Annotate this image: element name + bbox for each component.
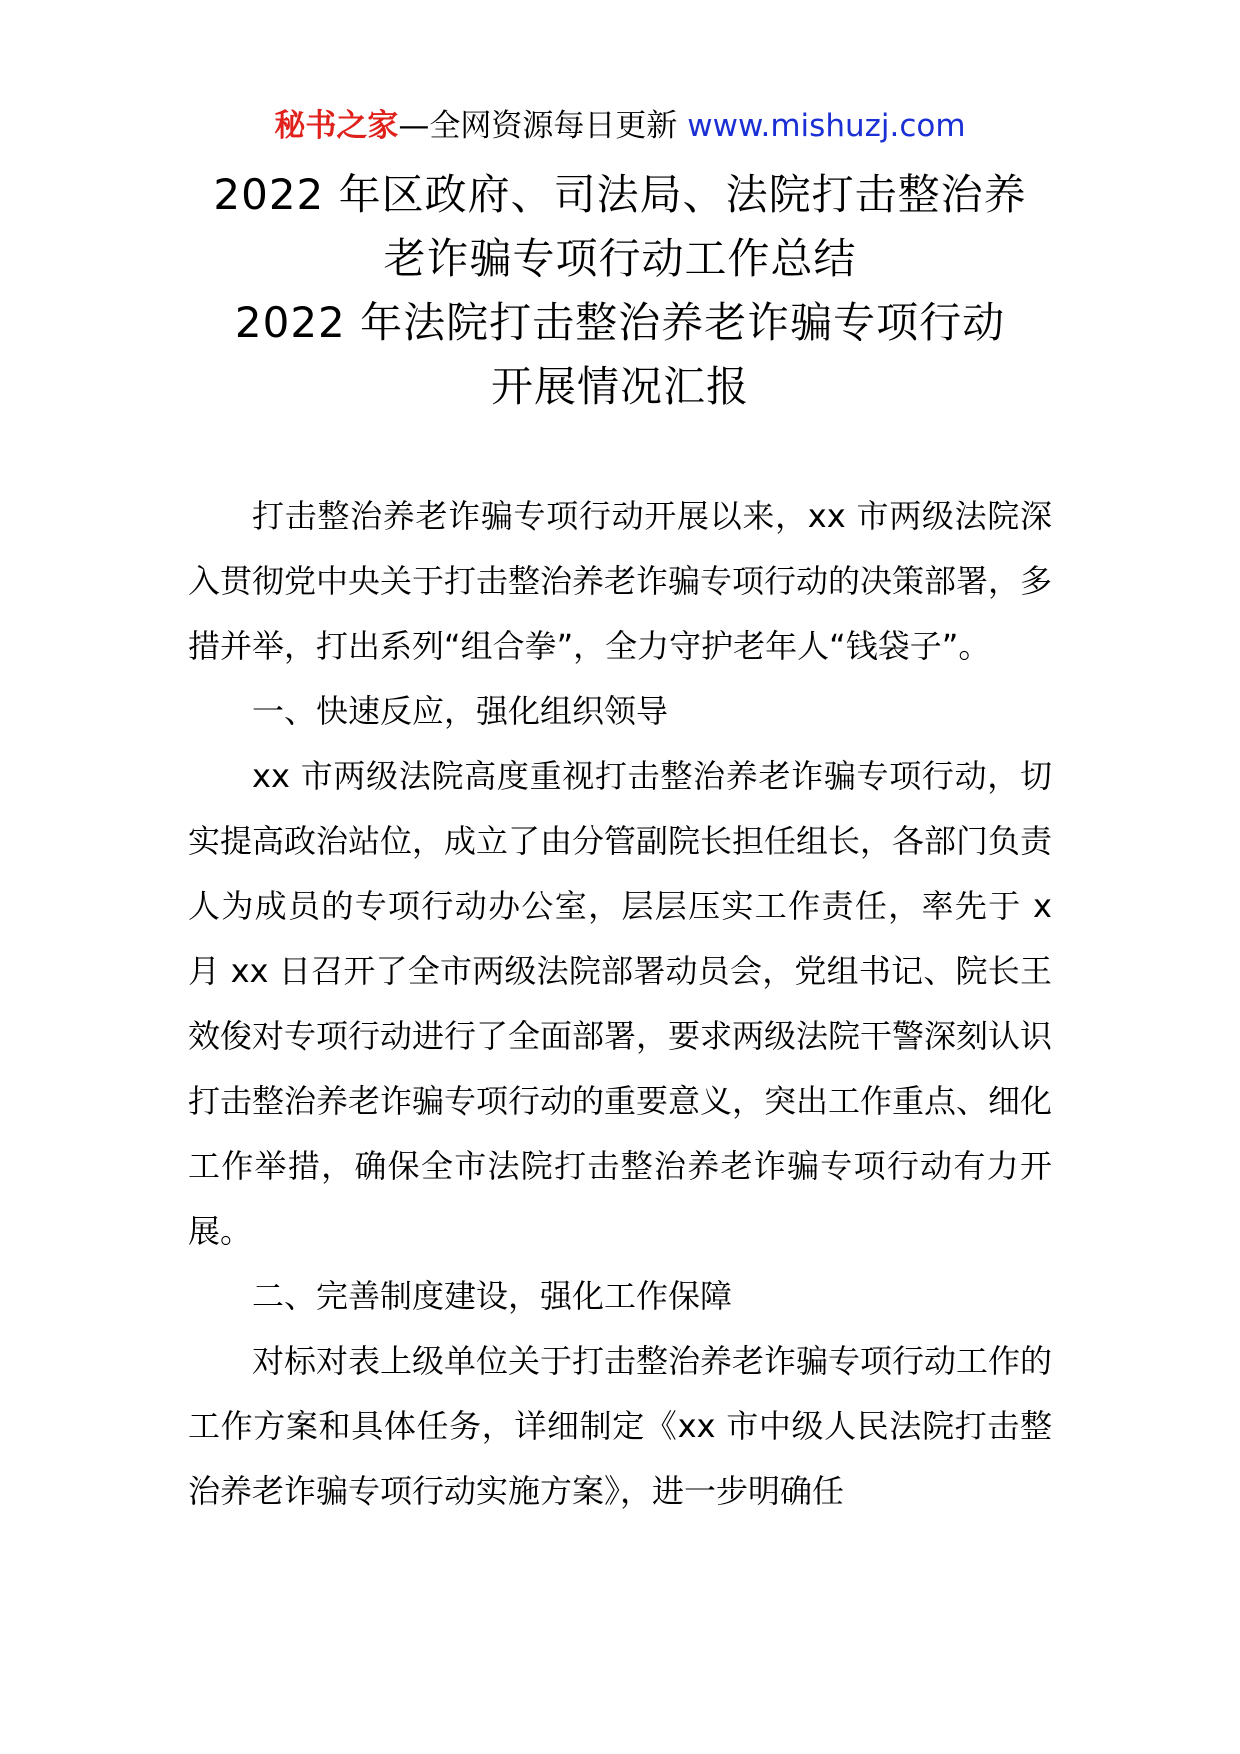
section-1-paragraph: xx 市两级法院高度重视打击整治养老诈骗专项行动，切实提高政治站位，成立了由分管副院长担任组长，各部门负责人为成员的专项行动办公室，层层压实工作责任，率先于 x 月 xx 日召开了全市两级法院部署动员会，党组书记、院长王效俊对专项行动进行了全面部署，要求两级法院干警深刻认识打击整治养老诈骗专项行动的重要意义，突出工作重点、细化工作举措，确保全市法院打击整治养老诈骗专项行动有力开展。	[188, 757, 1053, 1250]
subtitle-line-1: 2022 年法院打击整治养老诈骗专项行动	[234, 298, 1006, 347]
subtitle-line-2: 开展情况汇报	[490, 362, 749, 411]
title-line-1: 2022 年区政府、司法局、法院打击整治养	[213, 170, 1027, 219]
document-body	[188, 484, 1052, 1524]
header-tagline: —全网资源每日更新	[398, 108, 688, 144]
site-header	[0, 96, 1240, 156]
site-url: www.mishuzj.com	[687, 108, 966, 144]
intro-paragraph: 打击整治养老诈骗专项行动开展以来，xx 市两级法院深入贯彻党中央关于打击整治养老诈骗专项行动的决策部署，多措并举，打出系列“组合拳”，全力守护老年人“钱袋子”。	[188, 497, 1053, 665]
document-title	[0, 163, 1240, 419]
section-2-paragraph: 对标对表上级单位关于打击整治养老诈骗专项行动工作的工作方案和具体任务，详细制定《xx 市中级人民法院打击整治养老诈骗专项行动实施方案》，进一步明确任	[188, 1342, 1053, 1510]
section-heading-1: 一、快速反应，强化组织领导	[252, 692, 669, 730]
section-heading-2: 二、完善制度建设，强化工作保障	[252, 1277, 733, 1315]
title-line-2: 老诈骗专项行动工作总结	[383, 234, 857, 283]
brand-name: 秘书之家	[274, 108, 399, 144]
